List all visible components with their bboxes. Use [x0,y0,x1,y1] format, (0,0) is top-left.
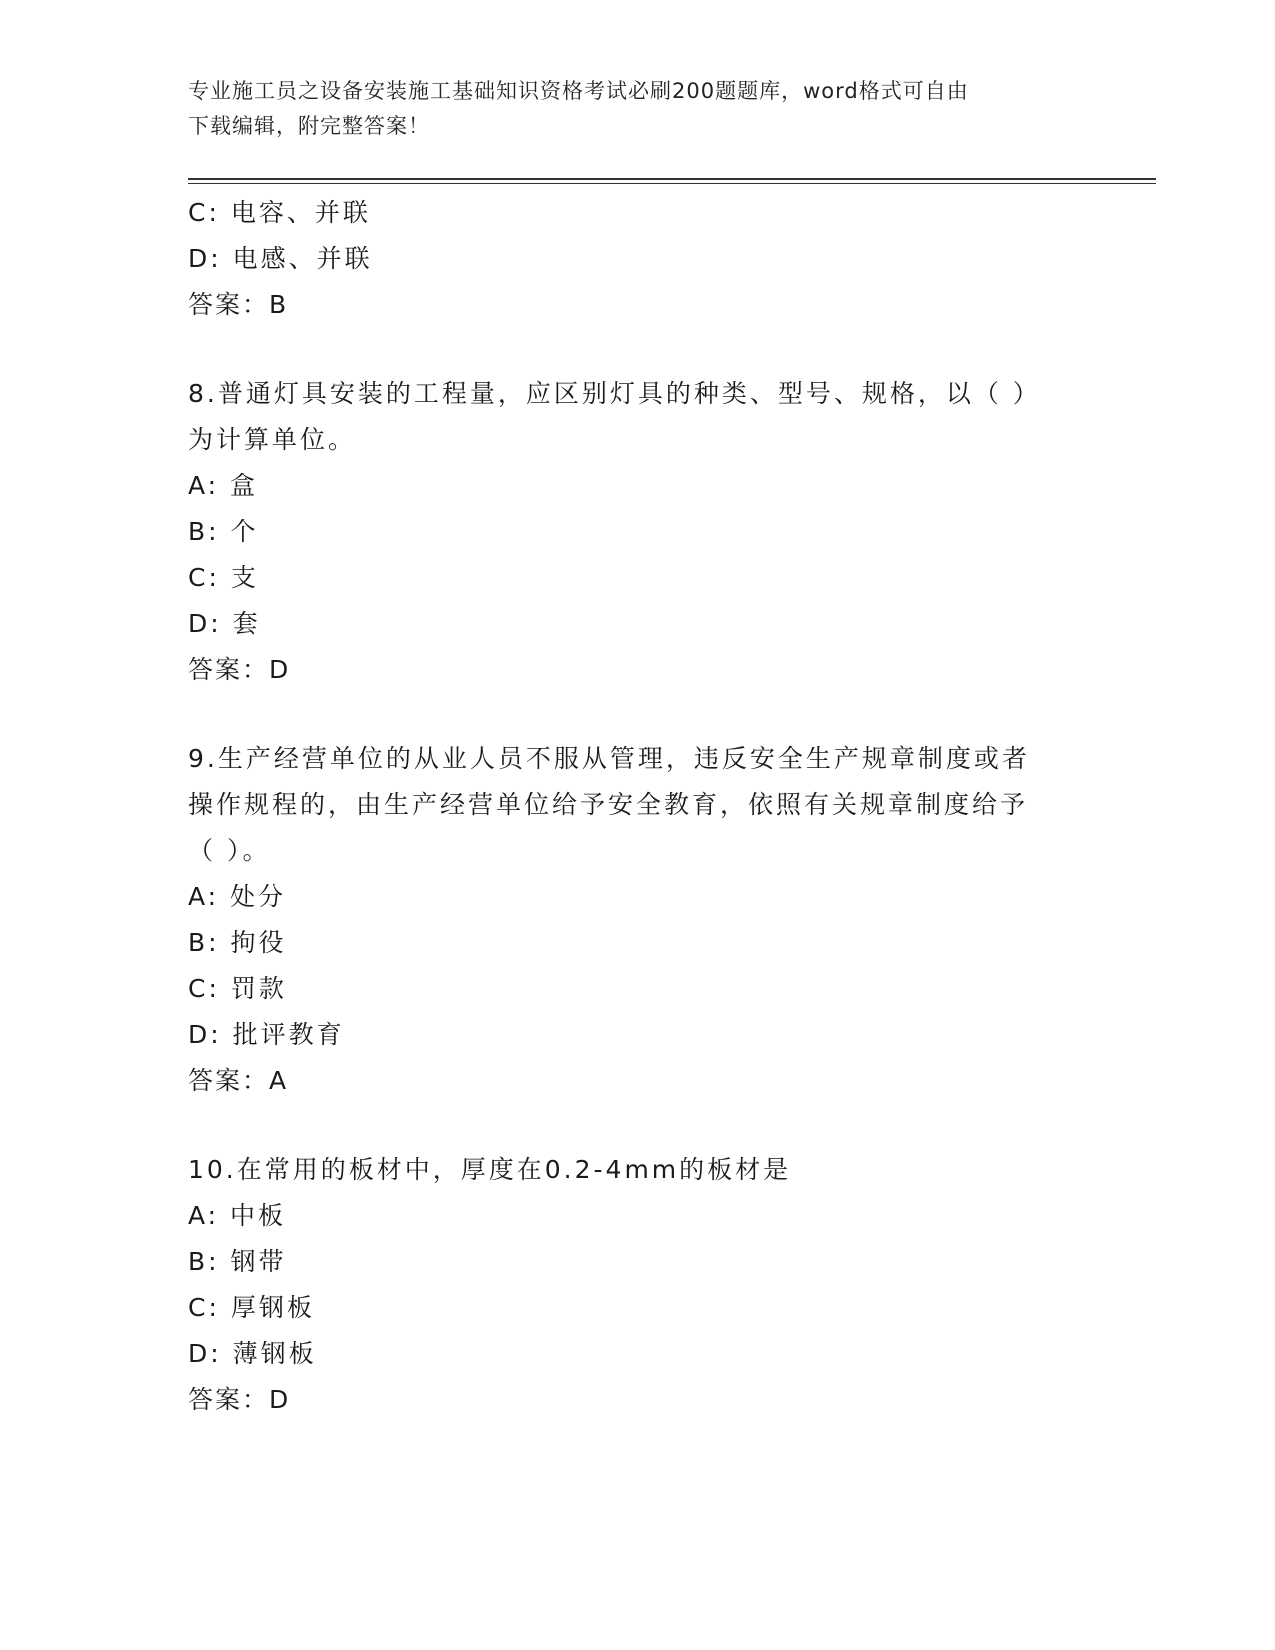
spacer [188,1104,1088,1147]
option-a: A: 盒 [188,471,259,500]
option-b: B: 个 [188,517,259,546]
option-a: A: 中板 [188,1201,287,1230]
question-10 [188,1147,1088,1423]
document-header [188,74,1068,144]
option-d: D: 薄钢板 [188,1339,317,1368]
option-c: C: 厚钢板 [188,1293,315,1322]
answer-line: 答案：B [188,290,289,319]
answer-line: 答案：D [188,1385,291,1414]
spacer [188,328,1088,371]
option-a: A: 处分 [188,882,287,911]
header-divider-thin [188,183,1156,184]
option-d: D: 电感、并联 [188,244,373,273]
question-stem-line: 8.普通灯具安装的工程量，应区别灯具的种类、型号、规格，以（ ） [188,379,1041,408]
question-9 [188,736,1088,1104]
option-c: C: 罚款 [188,974,287,1003]
header-divider [188,178,1156,180]
answer-line: 答案：D [188,655,291,684]
question-list [188,190,1088,1423]
question-stem-line: 为计算单位。 [188,425,357,454]
question-stem-line: 操作规程的，由生产经营单位给予安全教育，依照有关规章制度给予 [188,790,1029,819]
option-c: C: 电容、并联 [188,198,371,227]
question-stem-line: 9.生产经营单位的从业人员不服从管理，违反安全生产规章制度或者 [188,744,1030,773]
question-stem-line: （ ）。 [188,836,271,865]
option-d: D: 套 [188,609,261,638]
header-title-line-1: 专业施工员之设备安装施工基础知识资格考试必刷200题题库，word格式可自由 [188,79,969,103]
spacer [188,693,1088,736]
option-b: B: 钢带 [188,1247,287,1276]
option-b: B: 拘役 [188,928,287,957]
question-8 [188,371,1088,693]
answer-line: 答案：A [188,1066,289,1095]
option-c: C: 支 [188,563,259,592]
header-title-line-2: 下载编辑，附完整答案！ [188,114,430,138]
partial-question [188,190,1088,328]
question-stem-line: 10.在常用的板材中，厚度在0.2-4mm的板材是 [188,1155,792,1184]
option-d: D: 批评教育 [188,1020,345,1049]
